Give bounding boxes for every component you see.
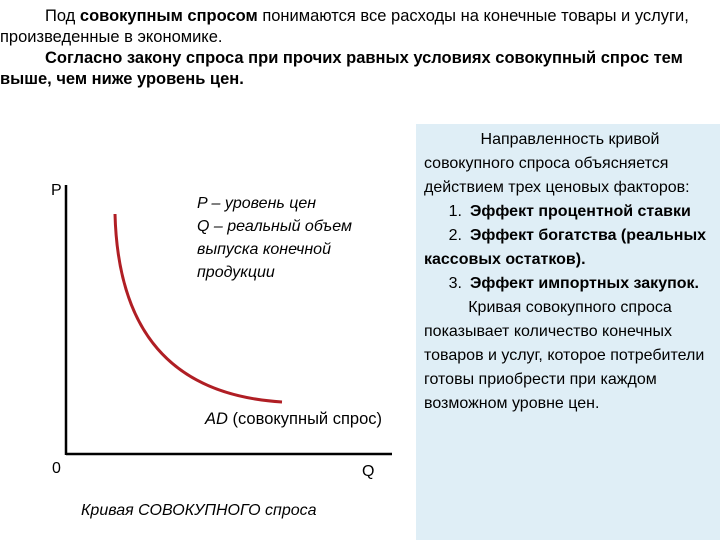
factor-item-2: 2. Эффект богатства (реальных кассовых остатков). xyxy=(424,227,707,268)
intro-paragraph-2: Согласно закону спроса при прочих равных условиях совокупный спрос тем выше, чем ниже уровень цен. xyxy=(0,49,683,88)
origin-label: 0 xyxy=(52,460,61,477)
curve-label: AD (совокупный спрос) xyxy=(205,410,383,428)
factor-item-3: 3. Эффект импортных закупок. xyxy=(448,275,699,292)
graph-caption: Кривая СОВОКУПНОГО спроса xyxy=(81,502,317,519)
explanation-text xyxy=(424,128,716,416)
legend-text: P – уровень цен Q – реальный объем выпуска конечной продукции xyxy=(197,195,352,281)
term-aggregate-demand: совокупным спросом xyxy=(79,7,258,25)
intro-paragraph-1: Под совокупным спросом понимаются все расходы на конечные товары и услуги, произведенные в экономике. xyxy=(0,7,689,46)
panel-line-1: Направленность кривой xyxy=(480,131,660,148)
x-axis-label: Q xyxy=(362,463,375,480)
panel-closing-rest: показывает количество конечных товаров и услуг, которое потребители готовы приобрести при каждом возможном уровне цен. xyxy=(424,323,705,412)
y-axis-label: P xyxy=(51,182,62,199)
factor-item-1: 1. Эффект процентной ставки xyxy=(448,203,691,220)
panel-closing-first: Кривая совокупного спроса xyxy=(468,299,672,316)
panel-line-2: совокупного спроса объясняется действием трех ценовых факторов: xyxy=(424,155,690,196)
